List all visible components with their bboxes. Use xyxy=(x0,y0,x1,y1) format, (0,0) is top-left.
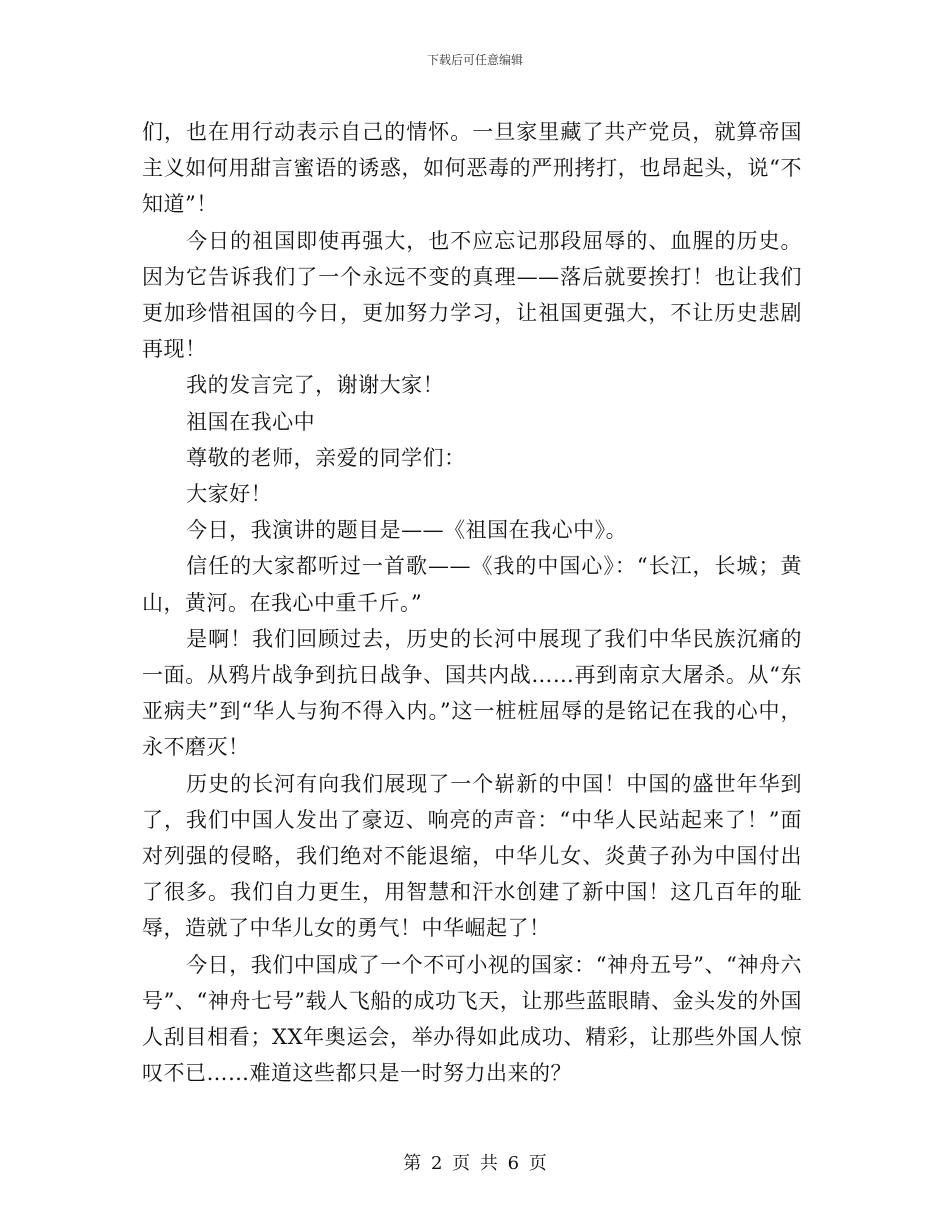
paragraph: 是啊！我们回顾过去，历史的长河中展现了我们中华民族沉痛的一面。从鸦片战争到抗日战争、国共内战……再到南京大屠杀。从“东亚病夫”到“华人与狗不得入内。”这一桩桩屈辱的是铭记在我的心中，永不磨灭！ xyxy=(142,626,802,760)
paragraph: 大家好！ xyxy=(186,482,273,507)
paragraph: 我的发言完了，谢谢大家！ xyxy=(186,373,445,398)
page-header: 下载后可任意编辑 xyxy=(426,53,523,67)
page-number: 第 2 页 共 6 页 xyxy=(403,1153,547,1174)
document-body xyxy=(142,114,802,1091)
paragraph: 今日，我演讲的题目是——《祖国在我心中》。 xyxy=(186,518,628,543)
paragraph: 今日，我们中国成了一个不可小视的国家：“神舟五号”、“神舟六号”、“神舟七号”载人飞船的成功飞天，让那些蓝眼睛、金头发的外国人刮目相看；XX年奥运会，举办得如此成功、精彩，让那些外国人惊叹不已……难道这些都只是一时努力出来的？ xyxy=(142,952,802,1086)
section-title: 祖国在我心中 xyxy=(186,409,316,434)
paragraph: 尊敬的老师，亲爱的同学们： xyxy=(186,445,466,470)
paragraph: 们，也在用行动表示自己的情怀。一旦家里藏了共产党员，就算帝国主义如何用甜言蜜语的诱惑，如何恶毒的严刑拷打，也昂起头，说“不知道”！ xyxy=(142,120,802,217)
paragraph: 信任的大家都听过一首歌——《我的中国心》：“长江，长城；黄山，黄河。在我心中重千斤。” xyxy=(142,554,802,615)
paragraph: 今日的祖国即使再强大，也不应忘记那段屈辱的、血腥的历史。因为它告诉我们了一个永远不变的真理——落后就要挨打！也让我们更加珍惜祖国的今日，更加努力学习，让祖国更强大，不让历史悲剧再现！ xyxy=(142,228,802,362)
paragraph: 历史的长河有向我们展现了一个崭新的中国！中国的盛世年华到了，我们中国人发出了豪迈、响亮的声音：“中华人民站起来了！”面对列强的侵略，我们绝对不能退缩，中华儿女、炎黄子孙为中国付出了很多。我们自力更生，用智慧和汗水创建了新中国！这几百年的耻辱，造就了中华儿女的勇气！中华崛起了！ xyxy=(142,771,802,941)
